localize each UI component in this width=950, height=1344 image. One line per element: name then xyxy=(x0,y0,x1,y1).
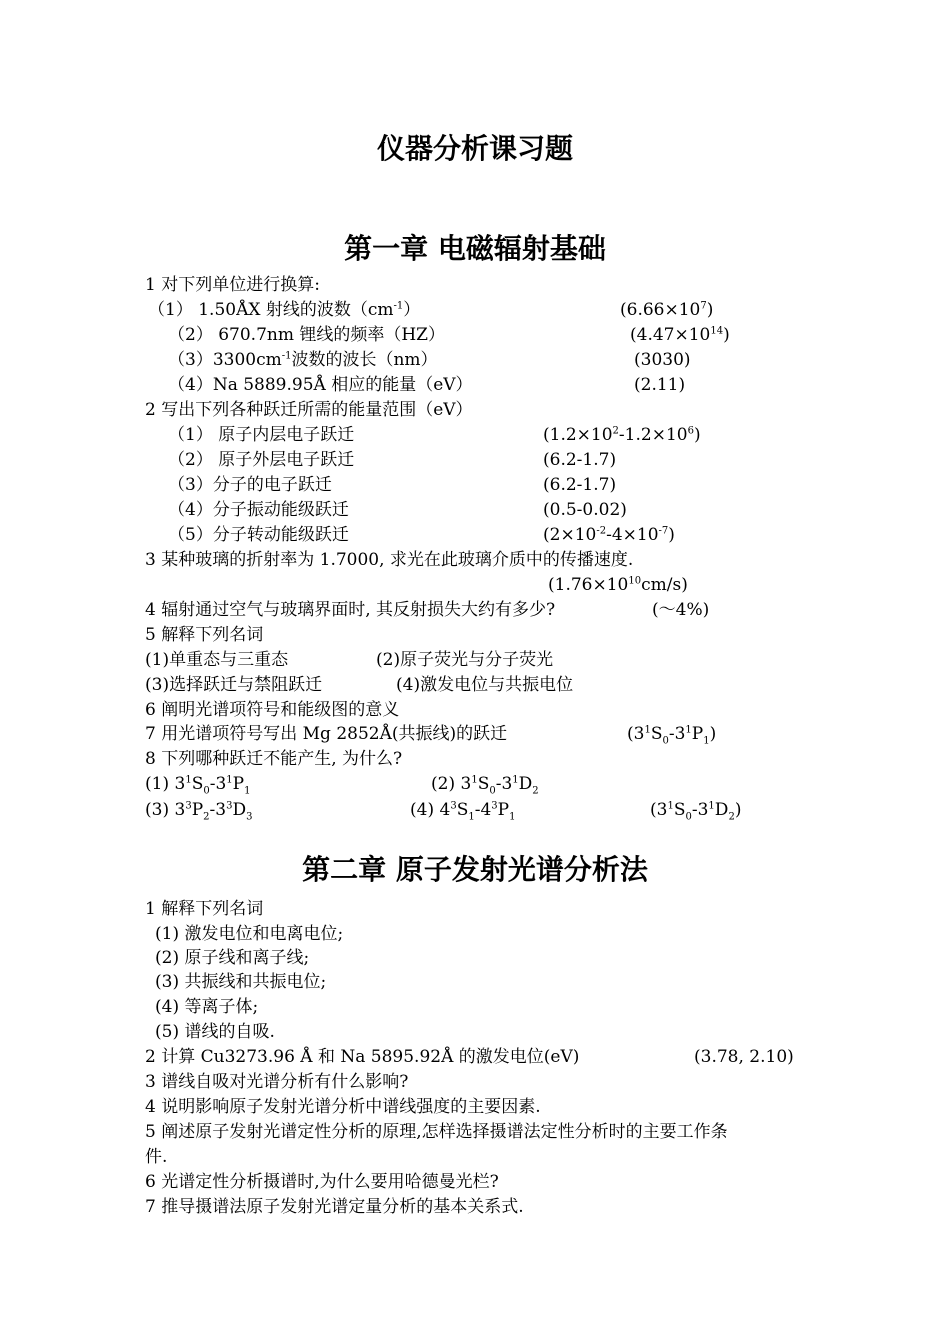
answer: (～4%) xyxy=(652,600,710,620)
answer: (3030) xyxy=(634,350,691,370)
question-1-2-item: （3）分子的电子跃迁 (6.2-1.7) xyxy=(168,475,617,495)
option-2: (2) $3^1S_0-3^1D_2$ xyxy=(431,774,539,797)
question-1-6: 6 阐明光谱项符号和能级图的意义 xyxy=(145,700,400,720)
answer: $(1.76\times 10^{10}cm/s)$ xyxy=(548,575,688,595)
question-1-1-item: $(3)3300cm^{-1}$波数的波长（nm） (3030) xyxy=(168,350,691,370)
question-2-1-item: (2) 原子线和离子线; xyxy=(155,948,310,968)
question-1-8: 8 下列哪种跃迁不能产生, 为什么? xyxy=(145,749,403,769)
question-1-2-item: （5）分子转动能级跃迁 $(2\times 10^{-2}-4\times 10^{-7})$ xyxy=(168,525,675,545)
question-1-2: 2 写出下列各种跃迁所需的能量范围（eV） xyxy=(145,400,473,420)
question-2-4: 4 说明影响原子发射光谱分析中谱线强度的主要因素. xyxy=(145,1097,541,1117)
question-1-4: 4 辐射通过空气与玻璃界面时, 其反射损失大约有多少? (～4%) xyxy=(145,600,710,620)
answer: (6.2-1.7) xyxy=(543,450,617,470)
question-2-5-cont: 件. xyxy=(145,1147,168,1167)
document-title: 仪器分析课习题 xyxy=(376,132,573,165)
question-1-2-item: （2） 原子外层电子跃迁 (6.2-1.7) xyxy=(168,450,617,470)
question-2-1-item: (1) 激发电位和电离电位; xyxy=(155,924,344,944)
question-2-1-item: (4) 等离子体; xyxy=(155,997,259,1017)
question-2-1-item: (5) 谱线的自吸. xyxy=(155,1022,275,1042)
question-1-7: 7 用光谱项符号写出 Mg 2852Å(共振线)的跃迁 $(3^1S_0-3^1P_1)$ xyxy=(145,724,717,747)
answer: $(3^1S_0-3^1D_2)$ xyxy=(650,800,742,823)
option-3: (3) $3^3P_2-3^3D_3$ xyxy=(145,800,253,823)
answer: (6.2-1.7) xyxy=(543,475,617,495)
option-4: (4) $4^3S_1-4^3P_1$ xyxy=(410,800,516,823)
answer: $(1.2\times 10^2-1.2\times 10^6)$ xyxy=(543,425,701,445)
question-1-1-item: （4）Na 5889.95Å 相应的能量（eV） (2.11) xyxy=(168,375,686,395)
question-2-5: 5 阐述原子发射光谱定性分析的原理,怎样选择摄谱法定性分析时的主要工作条 xyxy=(145,1122,728,1142)
question-2-1-item: (3) 共振线和共振电位; xyxy=(155,972,327,992)
answer: $(6.66\times 10^7)$ xyxy=(620,300,714,320)
option-1: (1) $3^1S_0-3^1P_1$ xyxy=(145,774,251,797)
chapter-1-heading: 第一章 电磁辐射基础 xyxy=(344,232,606,265)
question-1-5: 5 解释下列名词 xyxy=(145,625,264,645)
question-2-7: 7 推导摄谱法原子发射光谱定量分析的基本关系式. xyxy=(145,1197,524,1217)
question-1-5-terms: (3)选择跃迁与禁阻跃迁 (4)激发电位与共振电位 xyxy=(145,675,574,695)
question-1-3: 3 某种玻璃的折射率为 1.7000, 求光在此玻璃介质中的传播速度. xyxy=(145,550,634,570)
question-1-1-item: （2） 670.7nm 锂线的频率（HZ） $(4.47\times 10^{14})$ xyxy=(168,325,730,345)
answer: $(3^1S_0-3^1P_1)$ xyxy=(627,724,717,747)
answer: $(4.47\times 10^{14})$ xyxy=(630,325,730,345)
answer: (3.78, 2.10) xyxy=(694,1047,794,1067)
answer: (2.11) xyxy=(634,375,686,395)
question-1-8-options xyxy=(0,772,950,796)
question-1-8-options xyxy=(0,798,950,822)
answer: (0.5-0.02) xyxy=(543,500,627,520)
question-1-5-terms: (1)单重态与三重态 (2)原子荧光与分子荧光 xyxy=(145,650,554,670)
question-2-3: 3 谱线自吸对光谱分析有什么影响? xyxy=(145,1072,409,1092)
chapter-2-heading: 第二章 原子发射光谱分析法 xyxy=(302,853,648,886)
answer: $(2\times 10^{-2}-4\times 10^{-7})$ xyxy=(543,525,675,545)
question-2-1: 1 解释下列名词 xyxy=(145,899,264,919)
question-1-1-item: （1） 1.50ÅX 射线的波数$(cm^{-1})$ $(6.66\times 10^7)$ xyxy=(148,300,714,320)
question-2-2: 2 计算 Cu3273.96 Å 和 Na 5895.92Å 的激发电位(eV) (3.78, 2.10) xyxy=(145,1047,794,1067)
question-1-1: 1 对下列单位进行换算: xyxy=(145,275,320,295)
question-1-3-answer xyxy=(0,573,950,597)
question-1-2-item: （4）分子振动能级跃迁 (0.5-0.02) xyxy=(168,500,627,520)
question-2-6: 6 光谱定性分析摄谱时,为什么要用哈德曼光栏? xyxy=(145,1172,499,1192)
question-1-2-item: （1） 原子内层电子跃迁 $(1.2\times 10^2-1.2\times 10^6)$ xyxy=(168,425,701,445)
